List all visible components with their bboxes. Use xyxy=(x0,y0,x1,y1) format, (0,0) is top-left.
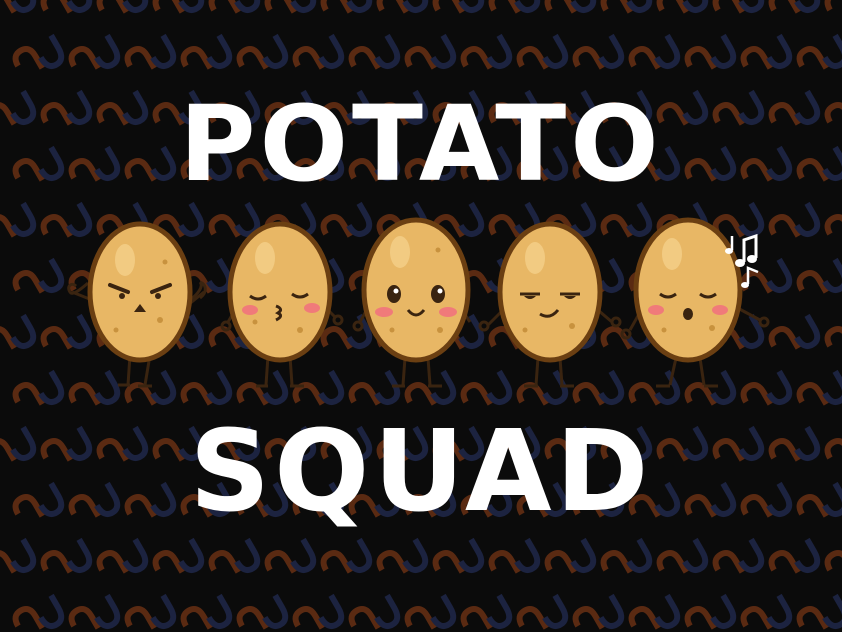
potato-angry xyxy=(69,224,206,386)
potato-kissing xyxy=(222,224,342,386)
potato-singing xyxy=(622,220,768,386)
potato-happy xyxy=(354,220,470,386)
title-potato: POTATO xyxy=(179,83,663,205)
potato-smug xyxy=(480,224,620,386)
title-squad: SQUAD xyxy=(189,407,653,537)
